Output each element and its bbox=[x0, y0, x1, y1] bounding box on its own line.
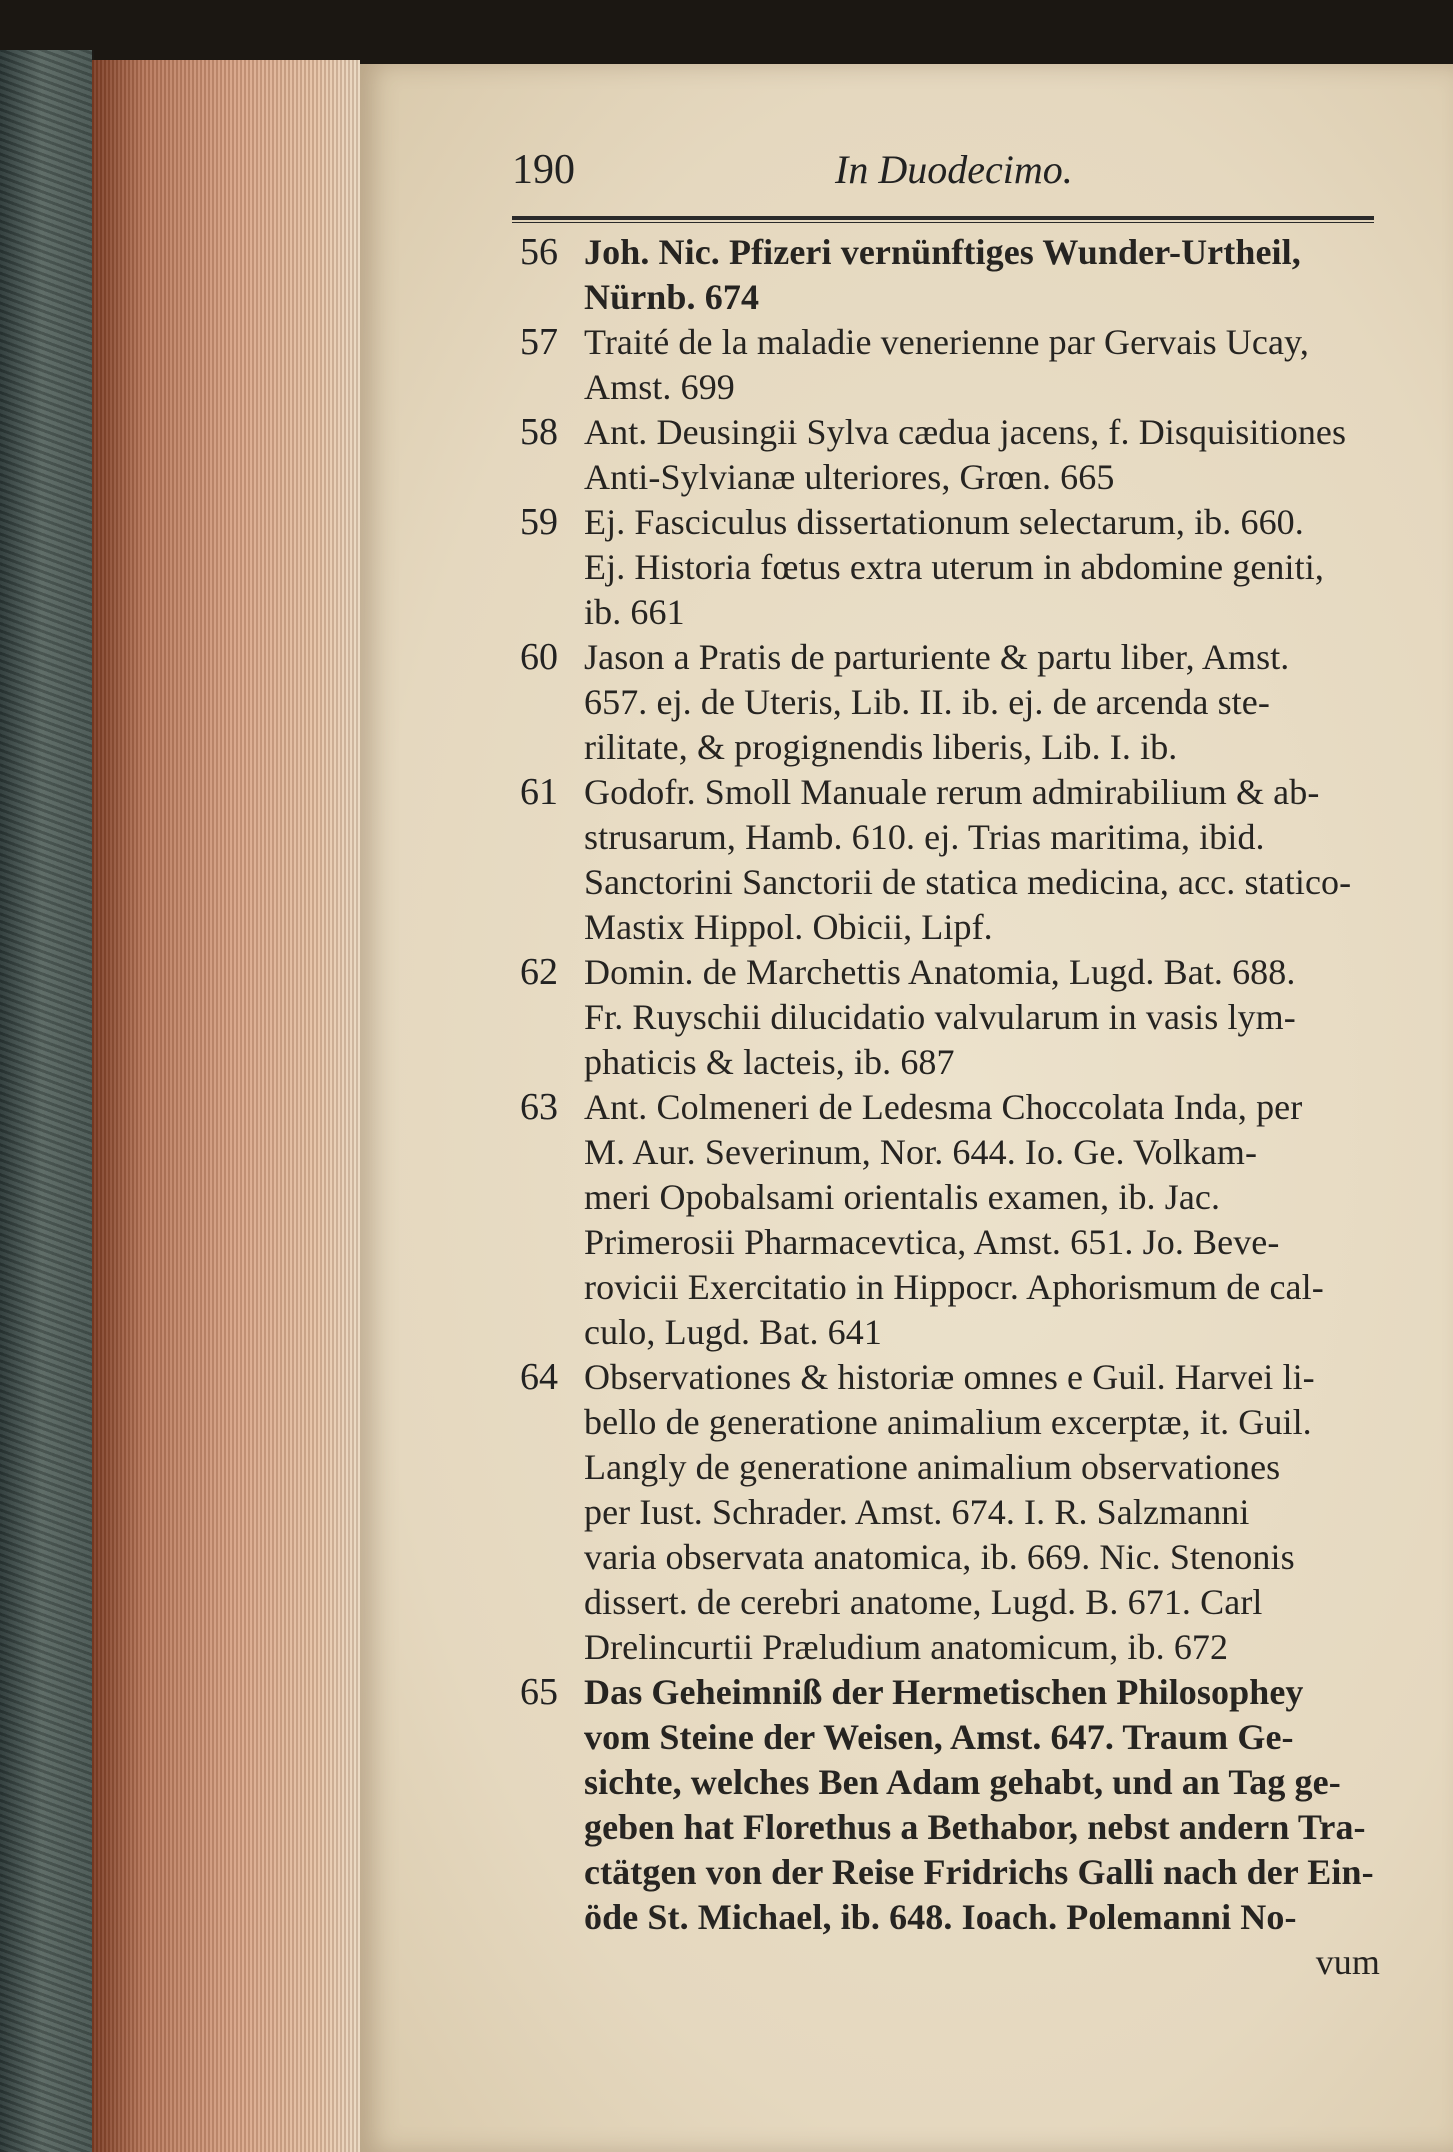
entry-line: bello de generatione animalium excerptæ, it. Guil. bbox=[584, 1402, 1312, 1442]
catalog-entry bbox=[520, 1670, 1380, 1940]
entry-number: 58 bbox=[520, 411, 558, 453]
entry-line: Joh. Nic. Pfizeri vernünftiges Wunder-Urtheil, bbox=[584, 232, 1301, 272]
entry-line: Traité de la maladie venerienne par Gervais Ucay, bbox=[584, 322, 1309, 362]
catalog-entry bbox=[520, 1085, 1380, 1355]
entry-line: per Iust. Schrader. Amst. 674. I. R. Salzmanni bbox=[584, 1492, 1250, 1532]
catalog-entry bbox=[520, 500, 1380, 635]
running-title: In Duodecimo. bbox=[835, 147, 1073, 192]
entry-number: 57 bbox=[520, 321, 558, 363]
entry-line: rovicii Exercitatio in Hippocr. Aphorismum de cal- bbox=[584, 1267, 1324, 1307]
entry-line: Mastix Hippol. Obicii, Lipf. bbox=[584, 907, 993, 947]
page-edges bbox=[92, 60, 360, 2152]
entry-number: 65 bbox=[520, 1671, 558, 1713]
catalog-entries bbox=[520, 230, 1380, 1985]
entry-line: geben hat Florethus a Bethabor, nebst andern Tra- bbox=[584, 1807, 1366, 1847]
entry-line: ctätgen von der Reise Fridrichs Galli nach der Ein- bbox=[584, 1852, 1374, 1892]
entry-line: strusarum, Hamb. 610. ej. Trias maritima, ibid. bbox=[584, 817, 1265, 857]
catalog-entry bbox=[520, 1355, 1380, 1670]
catalog-entry bbox=[520, 635, 1380, 770]
entry-line: Das Geheimniß der Hermetischen Philosophey bbox=[584, 1672, 1304, 1712]
entry-line: Ant. Colmeneri de Ledesma Choccolata Inda, per bbox=[584, 1087, 1303, 1127]
entry-line: varia observata anatomica, ib. 669. Nic. Stenonis bbox=[584, 1537, 1295, 1577]
entry-line: vom Steine der Weisen, Amst. 647. Traum Ge- bbox=[584, 1717, 1294, 1757]
entry-number: 64 bbox=[520, 1356, 558, 1398]
catalog-entry bbox=[520, 320, 1380, 410]
entry-line: Fr. Ruyschii dilucidatio valvularum in vasis lym- bbox=[584, 997, 1296, 1037]
entry-line: Sanctorini Sanctorii de statica medicina, acc. statico- bbox=[584, 862, 1352, 902]
entry-line: rilitate, & progignendis liberis, Lib. I. ib. bbox=[584, 727, 1178, 767]
catalog-entry bbox=[520, 410, 1380, 500]
entry-line: phaticis & lacteis, ib. 687 bbox=[584, 1042, 955, 1082]
entry-line: meri Opobalsami orientalis examen, ib. Jac. bbox=[584, 1177, 1221, 1217]
entry-number: 59 bbox=[520, 501, 558, 543]
entry-line: Jason a Pratis de parturiente & partu liber, Amst. bbox=[584, 637, 1290, 677]
entry-line: Ej. Historia fœtus extra uterum in abdomine geniti, bbox=[584, 547, 1324, 587]
entry-line: öde St. Michael, ib. 648. Ioach. Polemanni No- bbox=[584, 1897, 1297, 1937]
entry-number: 62 bbox=[520, 951, 558, 993]
entry-line: Drelincurtii Præludium anatomicum, ib. 672 bbox=[584, 1627, 1229, 1667]
entry-line: Domin. de Marchettis Anatomia, Lugd. Bat. 688. bbox=[584, 952, 1296, 992]
entry-line: dissert. de cerebri anatome, Lugd. B. 671. Carl bbox=[584, 1582, 1263, 1622]
entry-number: 61 bbox=[520, 771, 558, 813]
entry-line: Langly de generatione animalium observationes bbox=[584, 1447, 1281, 1487]
entry-line: Ant. Deusingii Sylva cædua jacens, f. Disquisitiones bbox=[584, 412, 1347, 452]
page-header bbox=[512, 146, 1382, 206]
entry-line: 657. ej. de Uteris, Lib. II. ib. ej. de arcenda ste- bbox=[584, 682, 1270, 722]
catchword: vum bbox=[1315, 1942, 1380, 1982]
entry-number: 60 bbox=[520, 636, 558, 678]
entry-line: ib. 661 bbox=[584, 592, 685, 632]
catalog-entry bbox=[520, 950, 1380, 1085]
catalog-entry bbox=[520, 230, 1380, 320]
entry-line: Ej. Fasciculus dissertationum selectarum, ib. 660. bbox=[584, 502, 1304, 542]
entry-number: 56 bbox=[520, 231, 558, 273]
entry-line: sichte, welches Ben Adam gehabt, und an Tag ge- bbox=[584, 1762, 1341, 1802]
book-cover bbox=[0, 50, 94, 2152]
entry-number: 63 bbox=[520, 1086, 558, 1128]
header-rule bbox=[512, 216, 1374, 223]
page-number: 190 bbox=[512, 147, 575, 193]
entry-line: Primerosii Pharmacevtica, Amst. 651. Jo. Beve- bbox=[584, 1222, 1280, 1262]
entry-line: M. Aur. Severinum, Nor. 644. Io. Ge. Volkam- bbox=[584, 1132, 1258, 1172]
entry-line: culo, Lugd. Bat. 641 bbox=[584, 1312, 882, 1352]
catalog-entry bbox=[520, 770, 1380, 950]
entry-line: Amst. 699 bbox=[584, 367, 735, 407]
entry-line: Nürnb. 674 bbox=[584, 277, 760, 317]
entry-line: Godofr. Smoll Manuale rerum admirabilium & ab- bbox=[584, 772, 1320, 812]
entry-line: Anti-Sylvianæ ulteriores, Grœn. 665 bbox=[584, 457, 1115, 497]
entry-line: Observationes & historiæ omnes e Guil. Harvei li- bbox=[584, 1357, 1315, 1397]
